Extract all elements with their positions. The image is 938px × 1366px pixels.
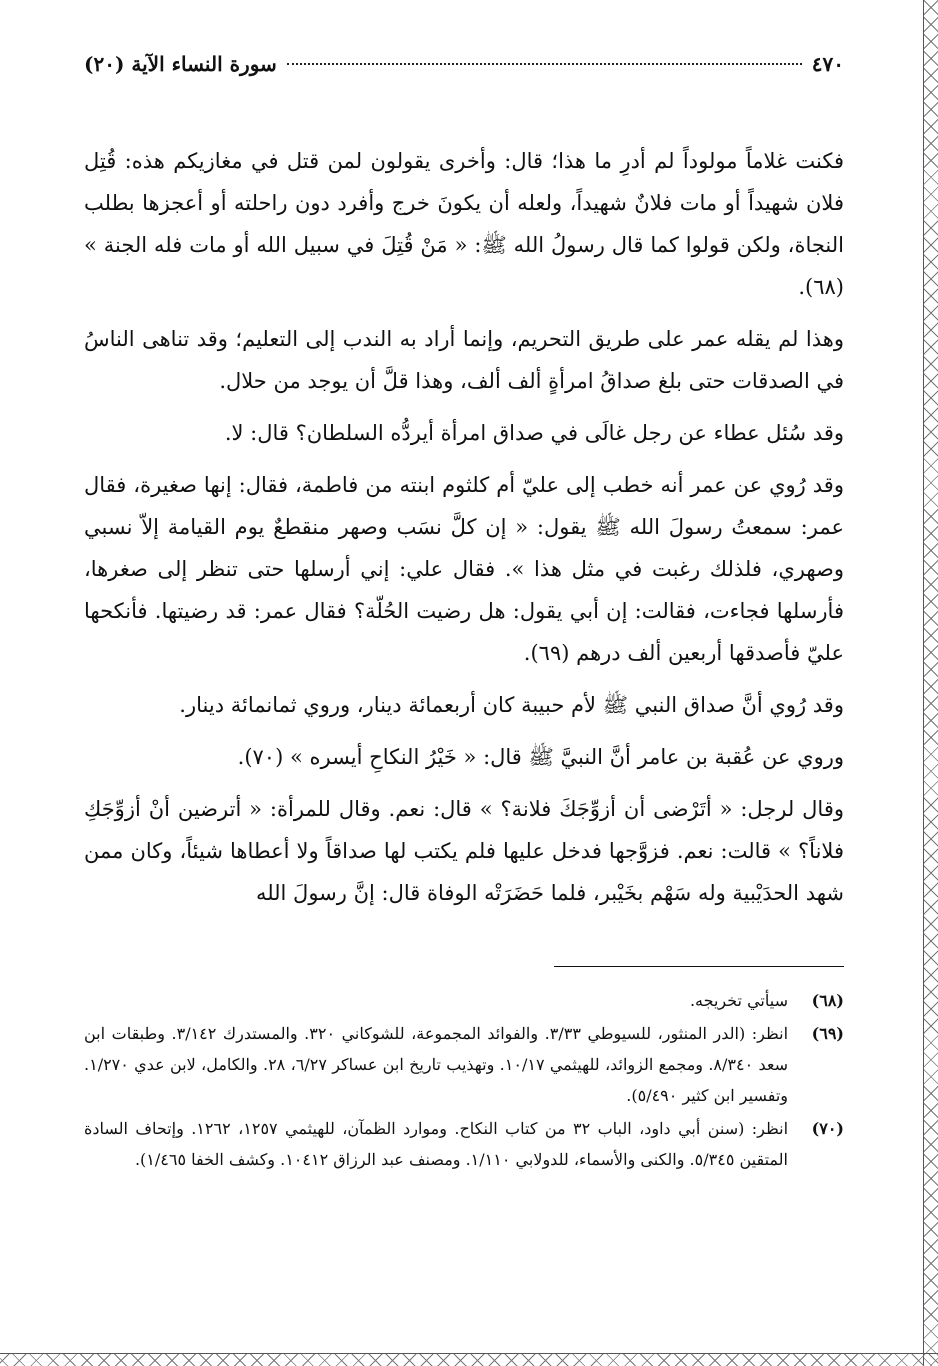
footnote — [84, 1113, 844, 1175]
footnote-number: (٦٨) — [811, 991, 844, 1010]
book-page — [84, 52, 844, 1177]
ornamental-border-right — [923, 0, 938, 1366]
paragraph: وقد رُوي أنَّ صداق النبي ﷺ لأم حبيبة كان أربعمائة دينار، وروي ثمانمائة دينار. — [179, 693, 844, 717]
page-number: ٤٧٠ — [811, 52, 844, 76]
footnote — [84, 985, 844, 1016]
paragraph: وقد رُوي عن عمر أنه خطب إلى عليّ أم كلثوم ابنته من فاطمة، فقال: إنها صغيرة، فقال عمر: سمعتُ رسولَ الله ﷺ يقول: « إن كلَّ نسَب وصهر منقطعٌ يوم القيامة إلاّ نسبي وصهري، فلذلك رغبت في مثل هذا ». فقال علي: إني أرسلها حتى تنظر إلى صغرها، فأرسلها فجاءت، فقالت: إن أبي يقول: هل رضيت الحُلّة؟ فقال عمر: قد رضيتها. فأنكحها عليّ فأصدقها أربعين ألف درهم (٦٩). — [84, 473, 844, 665]
footnotes — [84, 985, 844, 1175]
header-dotted-leader — [287, 63, 802, 65]
footnote-number: (٧٠) — [811, 1119, 844, 1138]
paragraph: فكنت غلاماً مولوداً لم أدرِ ما هذا؛ قال: وأخرى يقولون لمن قتل في مغازيكم هذه: قُتِل فلان شهيداً أو مات فلانٌ شهيداً، ولعله أن يكونَ خرج وأفرد دون راحلته أو أعجزها بطلب النجاة، ولكن قولوا كما قال رسولُ الله ﷺ: « مَنْ قُتِلَ في سبيل الله أو مات فله الجنة » (٦٨). — [84, 149, 844, 299]
paragraph: وهذا لم يقله عمر على طريق التحريم، وإنما أراد به الندب إلى التعليم؛ وقد تناهى الناسُ في الصدقات حتى بلغ صداقُ امرأةٍ ألف ألف، وهذا قلَّ أن يوجد من حلال. — [84, 327, 844, 393]
page-header — [84, 52, 844, 92]
running-title: سورة النساء الآية (٢٠) — [84, 52, 277, 76]
footnote-text: سيأتي تخريجه. — [689, 991, 788, 1010]
paragraph: وقد سُئل عطاء عن رجل غالَى في صداق امرأة أيردُّه السلطان؟ قال: لا. — [224, 421, 844, 445]
body-text — [84, 140, 844, 914]
paragraph: وقال لرجل: « أتَرْضى أن أزوِّجَكَ فلانة؟ » قال: نعم. وقال للمرأة: « أترضين أنْ أزوِّجَكِ فلاناً؟ » قالت: نعم. فزوَّجها فدخل عليها فلم يكتب لها صداقاً ولا أعطاها شيئاً، وكان ممن شهد الحدَيْبية وله سَهْم بخَيْبر، فلما حَضَرَتْه الوفاة قال: إنَّ رسولَ الله — [84, 797, 844, 905]
footnote-text: انظر: (سنن أبي داود، الباب ٣٢ من كتاب النكاح. وموارد الظمآن، للهيثمي ١٢٥٧، ١٢٦٢. وإتحاف السادة المتقين ٥/٣٤٥. والكنى والأسماء، للدولابي ١/١١٠. ومصنف عبد الرزاق ١٠٤١٢. وكشف الخفا ١/٤٦٥). — [84, 1119, 789, 1169]
footnote-separator — [554, 966, 844, 967]
footnote-number: (٦٩) — [811, 1024, 844, 1043]
footnote — [84, 1018, 844, 1111]
footnote-text: انظر: (الدر المنثور، للسيوطي ٣/٣٣. والفوائد المجموعة، للشوكاني ٣٢٠. والمستدرك ٣/١٤٢. وطبقات ابن سعد ٨/٣٤٠. ومجمع الزوائد، للهيثمي ١٠/١٧. وتهذيب تاريخ ابن عساكر ٦/٢٧، ٢٨. والكامل، لابن عدي ١/٢٧٠. وتفسير ابن كثير ٥/٤٩٠). — [84, 1024, 789, 1105]
ornamental-border-bottom — [0, 1353, 938, 1366]
paragraph: وروي عن عُقبة بن عامر أنَّ النبيَّ ﷺ قال: « خَيْرُ النكاحِ أيسره » (٧٠). — [237, 745, 844, 769]
